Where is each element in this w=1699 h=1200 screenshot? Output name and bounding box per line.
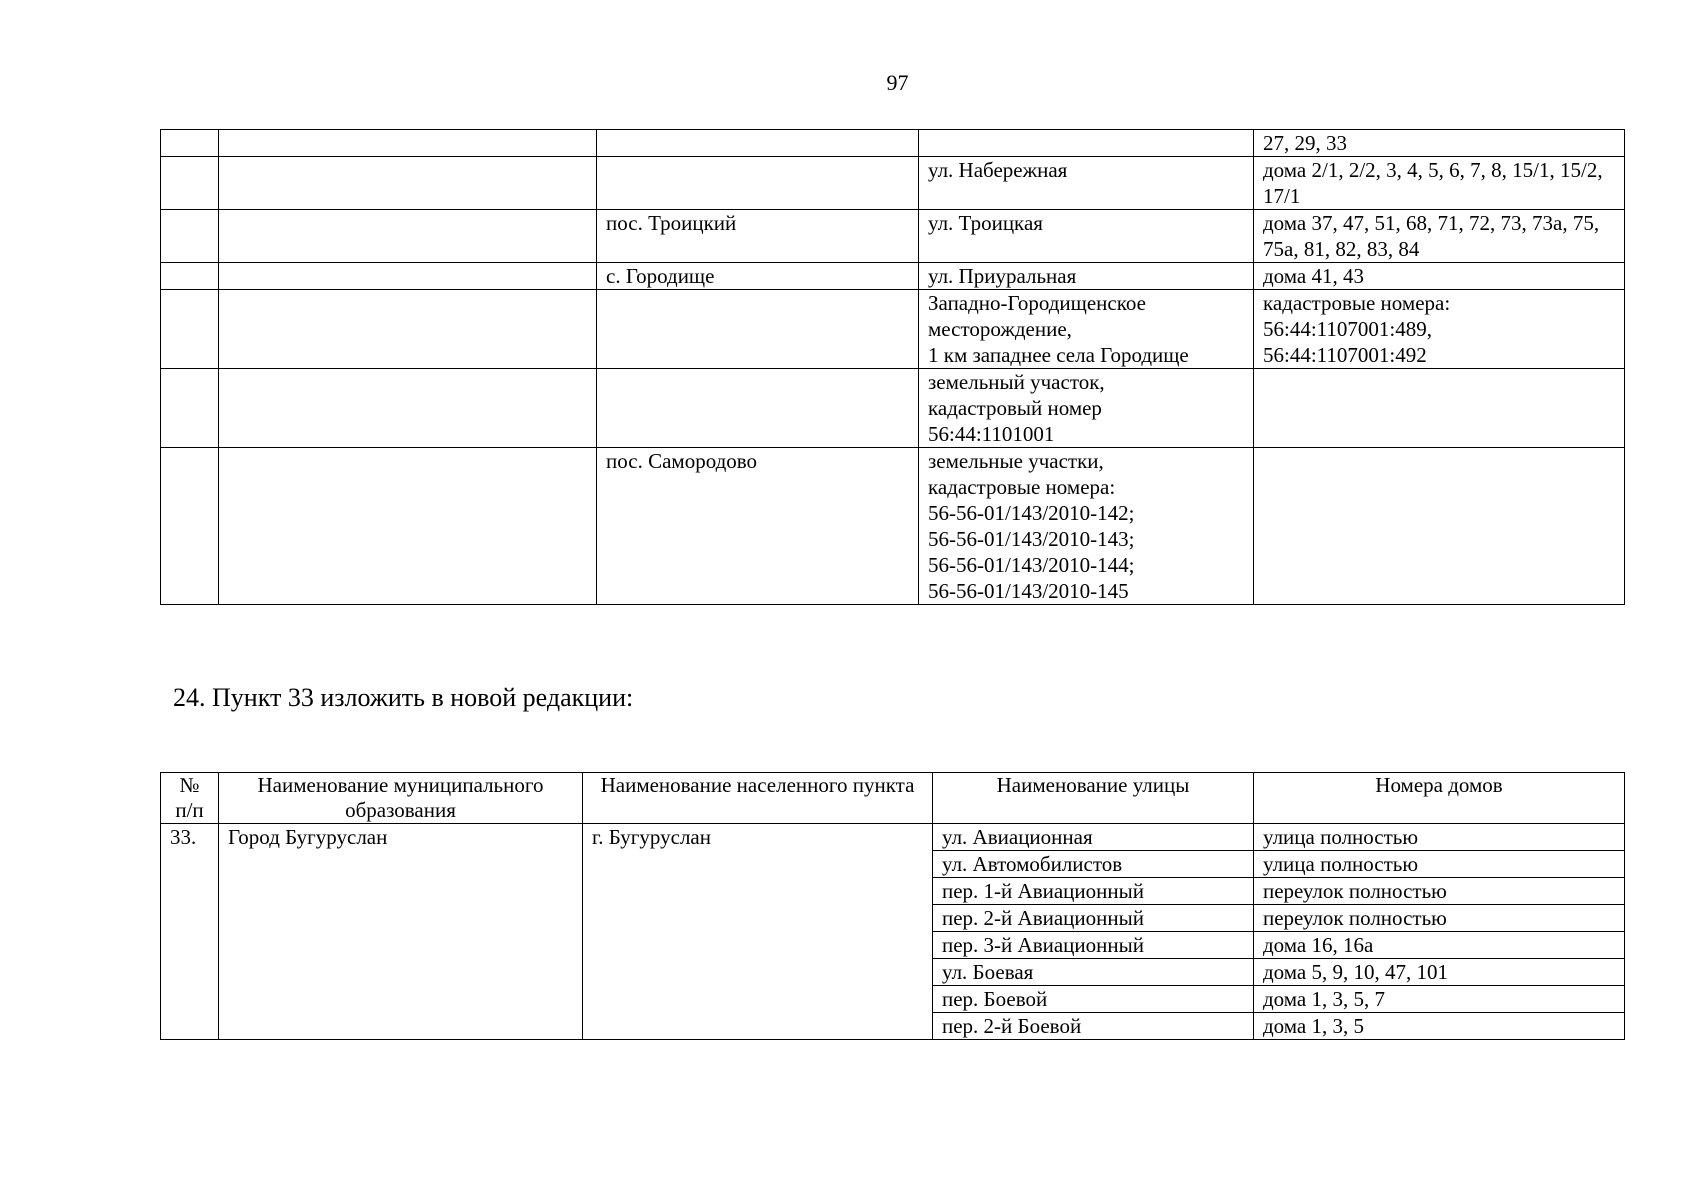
settlement-cell [597, 130, 919, 157]
settlement-cell: пос. Троицкий [597, 210, 919, 263]
table-row [161, 290, 1625, 369]
street-cell: земельный участок, кадастровый номер 56:44:1101001 [919, 369, 1254, 448]
table-row [161, 824, 1625, 851]
houses-cell: дома 16, 16а [1254, 932, 1625, 959]
table-row [161, 157, 1625, 210]
street-cell: ул. Боевая [933, 959, 1254, 986]
street-cell: ул. Автомобилистов [933, 851, 1254, 878]
municipality-cell [219, 263, 597, 290]
street-cell: Западно-Городищенское месторождение, 1 км западнее села Городище [919, 290, 1254, 369]
number-cell [161, 130, 219, 157]
number-cell: 33. [161, 824, 219, 1040]
number-cell [161, 263, 219, 290]
municipality-cell [219, 369, 597, 448]
houses-cell: дома 2/1, 2/2, 3, 4, 5, 6, 7, 8, 15/1, 15/2, 17/1 [1254, 157, 1625, 210]
street-cell: ул. Приуральная [919, 263, 1254, 290]
street-cell: земельные участки, кадастровые номера: 56-56-01/143/2010-142; 56-56-01/143/2010-143; 56-56-01/143/2010-144; 56-56-01/143/2010-145 [919, 448, 1254, 605]
houses-cell: дома 5, 9, 10, 47, 101 [1254, 959, 1625, 986]
number-cell [161, 210, 219, 263]
section-heading: 24. Пункт 33 изложить в новой редакции: [173, 683, 634, 712]
houses-cell: 27, 29, 33 [1254, 130, 1625, 157]
header-municipality: Наименование муниципального образования [219, 773, 583, 824]
municipality-cell [219, 290, 597, 369]
municipality-cell: Город Бугуруслан [219, 824, 583, 1040]
houses-cell: переулок полностью [1254, 878, 1625, 905]
street-cell: ул. Набережная [919, 157, 1254, 210]
settlement-cell: г. Бугуруслан [583, 824, 933, 1040]
houses-cell: переулок полностью [1254, 905, 1625, 932]
settlement-cell [597, 369, 919, 448]
street-cell: пер. 3-й Авиационный [933, 932, 1254, 959]
houses-cell: дома 1, 3, 5 [1254, 1013, 1625, 1040]
street-cell: пер. 2-й Авиационный [933, 905, 1254, 932]
houses-cell: кадастровые номера: 56:44:1107001:489, 56:44:1107001:492 [1254, 290, 1625, 369]
header-settlement: Наименование населенного пункта [583, 773, 933, 824]
table-row [161, 210, 1625, 263]
houses-cell: улица полностью [1254, 851, 1625, 878]
street-cell: пер. 1-й Авиационный [933, 878, 1254, 905]
municipality-cell [219, 448, 597, 605]
number-cell [161, 369, 219, 448]
addresses-table-item-33 [160, 772, 1625, 1040]
municipality-cell [219, 157, 597, 210]
street-cell: пер. 2-й Боевой [933, 1013, 1254, 1040]
page-number: 97 [886, 70, 909, 95]
street-cell [919, 130, 1254, 157]
number-cell [161, 448, 219, 605]
header-street: Наименование улицы [933, 773, 1254, 824]
houses-cell: улица полностью [1254, 824, 1625, 851]
street-cell: ул. Троицкая [919, 210, 1254, 263]
table-row [161, 448, 1625, 605]
table-body [161, 130, 1625, 605]
header-number: № п/п [161, 773, 219, 824]
number-cell [161, 157, 219, 210]
houses-cell: дома 1, 3, 5, 7 [1254, 986, 1625, 1013]
addresses-table-continued [160, 129, 1625, 605]
number-cell [161, 290, 219, 369]
table-row [161, 369, 1625, 448]
houses-cell [1254, 369, 1625, 448]
settlement-cell: с. Городище [597, 263, 919, 290]
houses-cell [1254, 448, 1625, 605]
municipality-cell [219, 130, 597, 157]
settlement-cell [597, 290, 919, 369]
municipality-cell [219, 210, 597, 263]
houses-cell: дома 37, 47, 51, 68, 71, 72, 73, 73а, 75, 75а, 81, 82, 83, 84 [1254, 210, 1625, 263]
header-houses: Номера домов [1254, 773, 1625, 824]
header-row [161, 773, 1625, 824]
table-body [161, 773, 1625, 1040]
settlement-cell [597, 157, 919, 210]
table-row [161, 263, 1625, 290]
houses-cell: дома 41, 43 [1254, 263, 1625, 290]
settlement-cell: пос. Самородово [597, 448, 919, 605]
street-cell: пер. Боевой [933, 986, 1254, 1013]
table-row [161, 130, 1625, 157]
street-cell: ул. Авиационная [933, 824, 1254, 851]
